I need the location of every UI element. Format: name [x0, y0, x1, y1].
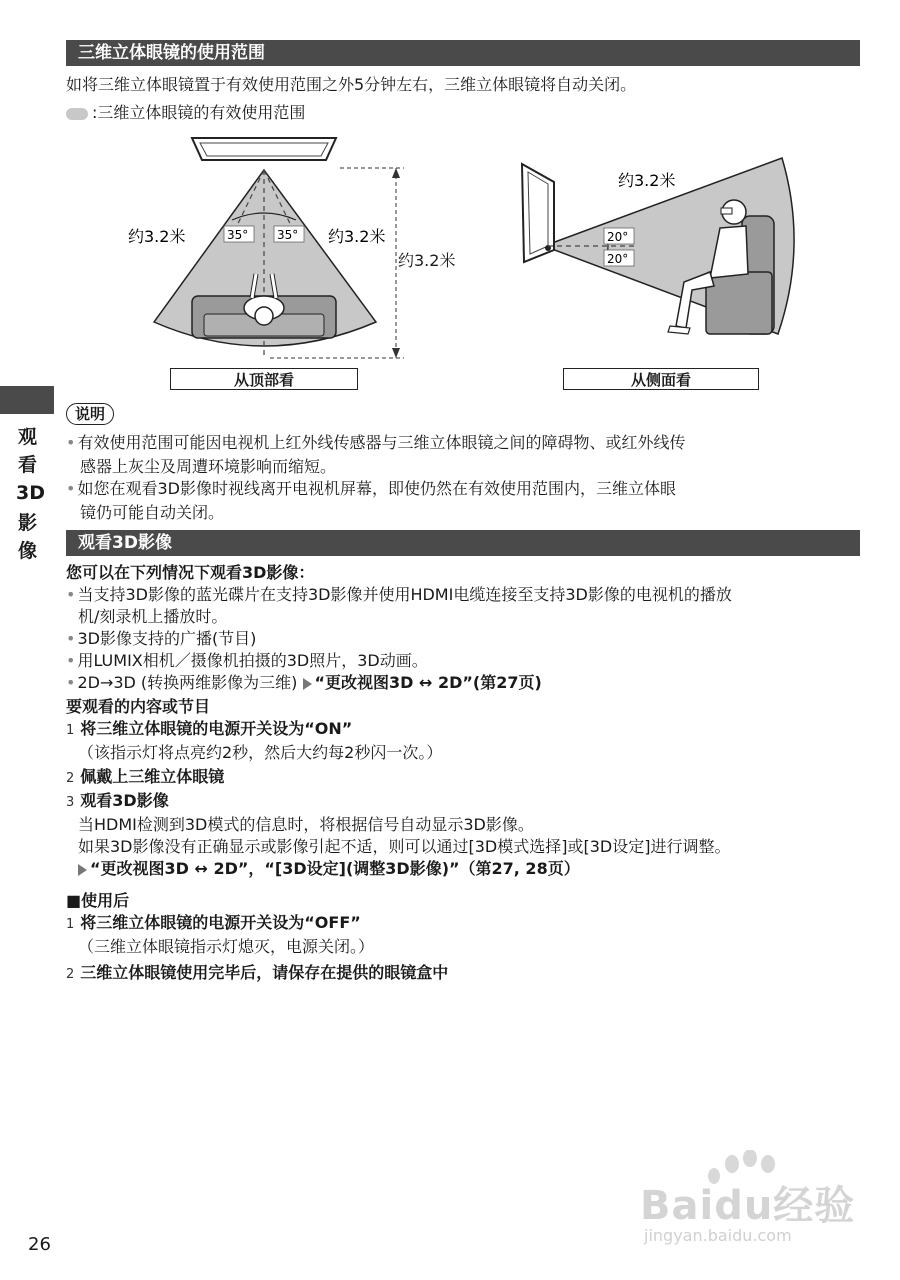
step-1: 1 将三维立体眼镜的电源开关设为“ON” — [66, 719, 353, 738]
svg-text:35°: 35° — [227, 228, 249, 242]
distance-label-vertical: 约3.2米 — [398, 251, 456, 270]
note-item-2: • 如您在观看3D影像时视线离开电视机屏幕，即使仍然在有效使用范围内，三维立体眼 — [66, 479, 676, 498]
page-number: 26 — [28, 1234, 51, 1255]
side-view-diagram — [508, 150, 808, 340]
notes-badge: 说明 — [66, 403, 114, 425]
range-intro: 如将三维立体眼镜置于有效使用范围之外5分钟左右，三维立体眼镜将自动关闭。 — [66, 75, 637, 94]
caption-side-view: 从侧面看 — [563, 368, 759, 390]
side-tab-marker — [0, 386, 54, 414]
baidu-watermark — [640, 1150, 870, 1250]
distance-label-side: 约3.2米 — [618, 171, 676, 190]
bullet-1-cont: 机/刻录机上播放时。 — [78, 607, 228, 626]
bullet-1: • 当支持3D影像的蓝光碟片在支持3D影像并使用HDMI电缆连接至支持3D影像的电视机的播放 — [66, 585, 732, 604]
legend-row — [66, 102, 305, 124]
bullet-2: • 3D影像支持的广播(节目) — [66, 629, 257, 648]
watermark-url: jingyan.baidu.com — [644, 1226, 792, 1245]
svg-text:35°: 35° — [277, 228, 299, 242]
watermark-logo-text: Baidu经验 — [640, 1183, 856, 1229]
step-1-sub: （该指示灯将点亮约2秒，然后大约每2秒闪一次。） — [78, 743, 443, 762]
angle-label-down: 20° — [607, 252, 629, 266]
step-2: 2 佩戴上三维立体眼镜 — [66, 767, 225, 786]
reference-arrow-icon — [303, 678, 312, 690]
section-title-range: 三维立体眼镜的使用范围 — [66, 40, 860, 66]
legend-text: :三维立体眼镜的有效使用范围 — [92, 103, 306, 122]
note-item-1-cont: 感器上灰尘及周遭环境影响而缩短。 — [80, 457, 337, 476]
after-step-2: 2 三维立体眼镜使用完毕后，请保存在提供的眼镜盒中 — [66, 963, 449, 982]
after-step-1: 1 将三维立体眼镜的电源开关设为“OFF” — [66, 913, 361, 932]
caption-top-view: 从顶部看 — [170, 368, 358, 390]
step-3-line-2: 如果3D影像没有正确显示或影像引起不适，则可以通过[3D模式选择]或[3D设定]进行调整。 — [78, 837, 731, 856]
after-step-1-sub: （三维立体眼镜指示灯熄灭，电源关闭。） — [78, 937, 375, 956]
side-tab-char-4: 影 — [18, 512, 38, 534]
bullet-3: • 用LUMIX相机／摄像机拍摄的3D照片，3D动画。 — [66, 651, 428, 670]
reference-arrow-icon — [78, 864, 87, 876]
distance-label-right: 约3.2米 — [328, 227, 386, 246]
step-3: 3 观看3D影像 — [66, 791, 169, 810]
contents-heading: 要观看的内容或节目 — [66, 697, 211, 716]
side-tab-char-1: 观 — [18, 426, 38, 448]
angle-label-left — [224, 226, 254, 242]
side-tab-char-3: 3D — [16, 482, 45, 504]
step-3-reference[interactable]: “更改视图3D ↔ 2D”，“[3D设定](调整3D影像)”（第27, 28页） — [78, 858, 580, 880]
angle-label-up: 20° — [607, 230, 629, 244]
bullet-4-reference[interactable]: “更改视图3D ↔ 2D”(第27页) — [314, 673, 542, 692]
note-item-1: • 有效使用范围可能因电视机上红外线传感器与三维立体眼镜之间的障碍物、或红外线传 — [66, 433, 686, 452]
tv-side-icon — [522, 164, 554, 262]
side-tab-char-2: 看 — [18, 454, 38, 476]
section-title-watch-3d: 观看3D影像 — [66, 530, 860, 556]
tv-top-icon — [192, 138, 336, 160]
distance-label-left: 约3.2米 — [128, 227, 186, 246]
side-tab-char-5: 像 — [18, 540, 38, 562]
legend-swatch-icon — [66, 108, 88, 120]
after-use-heading: ■使用后 — [66, 891, 130, 910]
watch-subtitle: 您可以在下列情况下观看3D影像： — [66, 563, 315, 582]
bullet-4: • 2D→3D (转换两维影像为三维) “更改视图3D ↔ 2D”(第27页) — [66, 673, 542, 692]
angle-label-right — [274, 226, 304, 242]
note-item-2-cont: 镜仍可能自动关闭。 — [80, 503, 225, 522]
step-3-line-1: 当HDMI检测到3D模式的信息时，将根据信号自动显示3D影像。 — [78, 815, 534, 834]
